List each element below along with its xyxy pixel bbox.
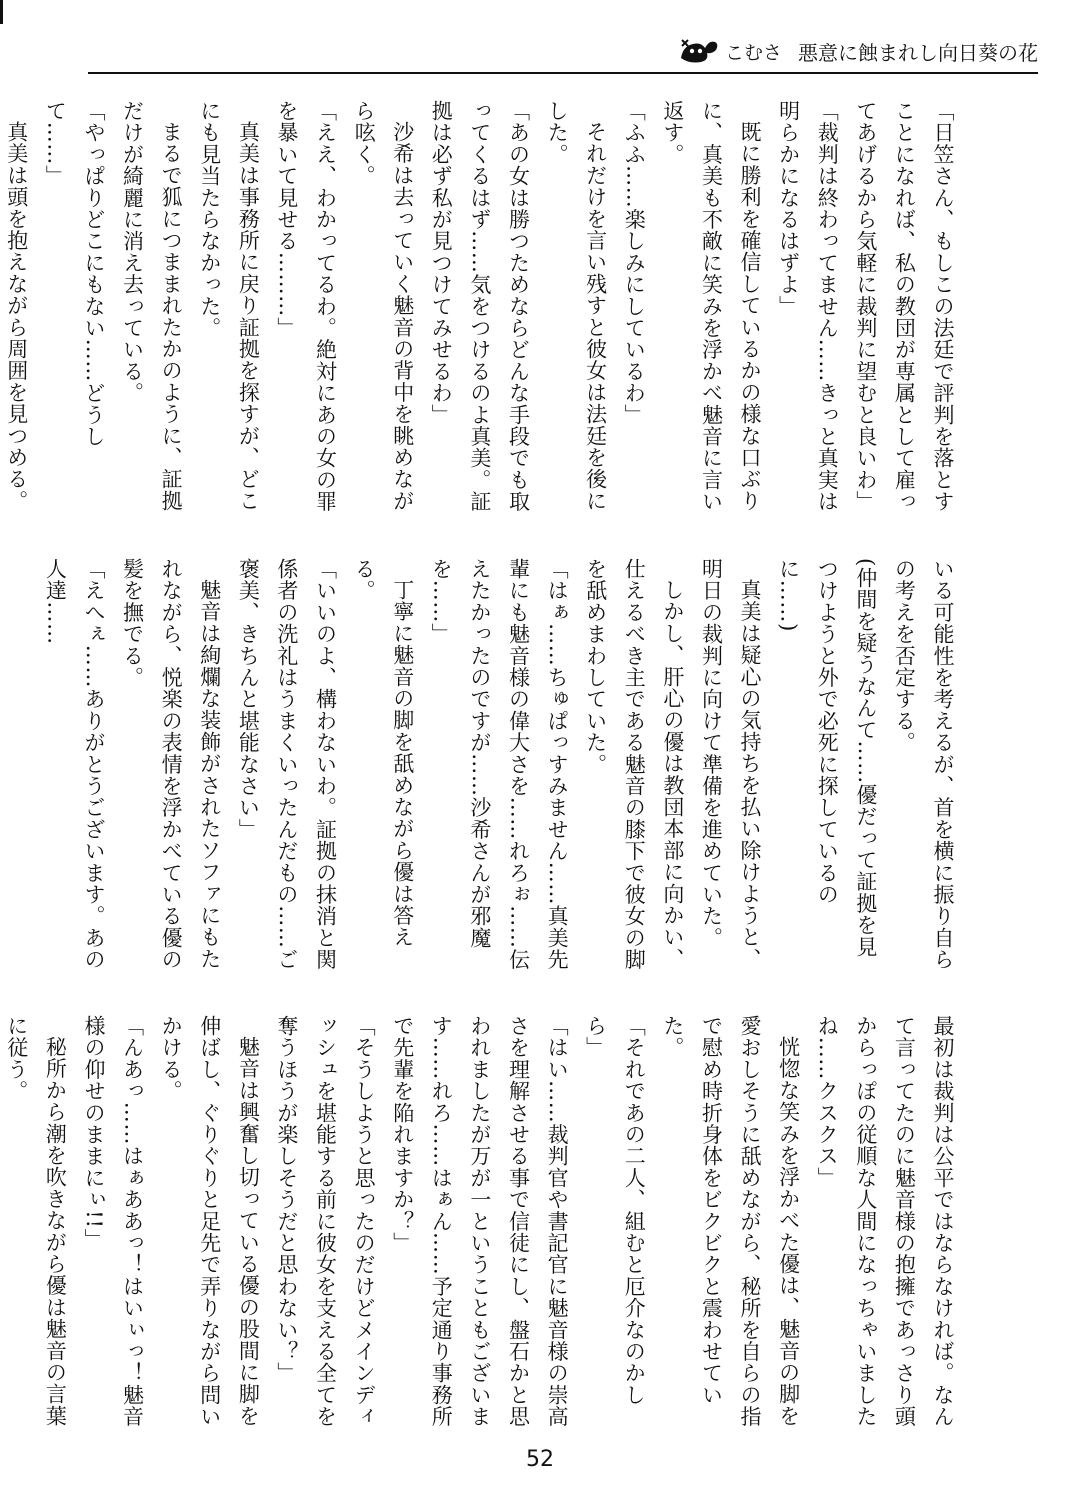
paragraph: 「んあっ……はぁああっ！はいぃっ！魅音様の仰せのままにぃ!!」 [81, 1015, 145, 1428]
paragraph: 「はぁ……ちゅぱっすみません……真美先輩にも魅音様の偉大さを……れろぉ……伝えたかったのですが……沙希さんが邪魔を……」 [429, 558, 570, 971]
paragraph: 「裁判は終わってません……きっと真実は明らかになるはずよ」 [776, 100, 840, 513]
paragraph: 「えへぇ……ありがとうございます。あの人達…… [43, 558, 106, 971]
paragraph: 「ふふ……楽しみにしているわ」 [622, 100, 647, 426]
crop-mark [0, 0, 3, 24]
paragraph: 魅音は絢爛な装飾がされたソファにもたれながら、悦楽の表情を浮かべている優の髪を撫でる。 [120, 558, 222, 971]
paragraph: 真美は疑心の気持ちを払い除けようと、明日の裁判に向けて準備を進めていた。 [699, 558, 763, 970]
paragraph: 「それであの二人、組むと厄介なのかしら」 [583, 1015, 647, 1406]
paragraph: 丁寧に魅音の脚を舐めながら優は答える。 [352, 558, 415, 948]
author-logo-icon [679, 36, 719, 66]
paragraph-continued: 最初は裁判は公平ではならなければ。なんて言ってたのに魅音様の抱擁であっさり頭からっぽの従順な人間になっちゃいましたね……クスクス」 [815, 1015, 955, 1428]
paragraph: 「そうしようと思ったのだけどメインディッシュを堪能する前に彼女を支える全てを奪うほうが楽しそうだと思わない？」 [274, 1015, 377, 1428]
paragraph: 真美は事務所に戻り証拠を探すが、どこにも見当たらなかった。 [197, 100, 261, 512]
paragraph: 「ええ、わかってるわ。絶対にあの女の罪を暴いて見せる………」 [274, 100, 338, 513]
text-tier-middle [43, 558, 962, 976]
paragraph: しかし、肝心の優は教団本部に向かい、仕えるべき主である魅音の膝下で彼女の脚を舐めまわしていた。 [583, 558, 685, 971]
paragraph: 「はい……裁判官や書記官に魅音様の崇高さを理解させる事で信徒にし、盤石かと思われましたが万が一ということもございます……れろ……はぁん……予定通り事務所で先輩を陥れますか？」 [390, 1015, 570, 1428]
paragraph: 「やっぱりどこにもない……どうして……」 [43, 100, 106, 448]
header-title: 悪意に蝕まれし向日葵の花 [798, 40, 1038, 65]
paragraph: 魅音は興奮し切っている優の股間に脚を伸ばし、ぐりぐりと足先で弄りながら問いかける。 [159, 1015, 261, 1428]
paragraph: 真美は頭を抱えながら周囲を見つめる。 [4, 121, 29, 512]
paragraph: 「あの女は勝つためならどんな手段でも取ってくるはず……気をつけるのよ真美。証拠は必ず私が見つけてみせるわ」 [429, 100, 531, 513]
paragraph: 「日笠さん、もしこの法廷で評判を落とすことになれば、私の教団が専属として雇ってあげるから気軽に裁判に望むと良いわ」 [853, 100, 955, 513]
paragraph-continued: いる可能性を考えるが、首を横に振り自らの考えを否定する。 [892, 558, 955, 971]
paragraph: 既に勝利を確信しているかの様な口ぶりに、真美も不敵に笑みを浮かべ魅音に言い返す。 [660, 100, 763, 513]
paragraph: (仲間を疑うなんて……優だって証拠を見つけようと外で必死に探しているのに……) [776, 558, 878, 958]
page-number: 52 [526, 1447, 554, 1472]
paragraph: 恍惚な笑みを浮かべた優は、魅音の脚を愛おしそうに舐めながら、秘所を自らの指で慰め時折身体をビクビクと震わせていた。 [660, 1015, 801, 1428]
header-author: こむさ [724, 41, 782, 64]
paragraph: それだけを言い残すと彼女は法廷を後にした。 [545, 100, 608, 512]
paragraph: 秘所から潮を吹きながら優は魅音の言葉に従う。 [4, 1015, 68, 1427]
paragraph: 沙希は去っていく魅音の背中を眺めながら呟く。 [352, 100, 415, 512]
running-header [679, 34, 1038, 68]
text-tier-top [4, 100, 962, 518]
text-tier-bottom [4, 1015, 962, 1433]
paragraph: 「いいのよ、構わないわ。証拠の抹消と関係者の洗礼はうまくいったんだもの……ご褒美、きちんと堪能なさい」 [236, 558, 338, 971]
header-rule [88, 72, 1038, 74]
paragraph: まるで狐につままれたかのように、証拠だけが綺麗に消え去っている。 [120, 100, 184, 512]
